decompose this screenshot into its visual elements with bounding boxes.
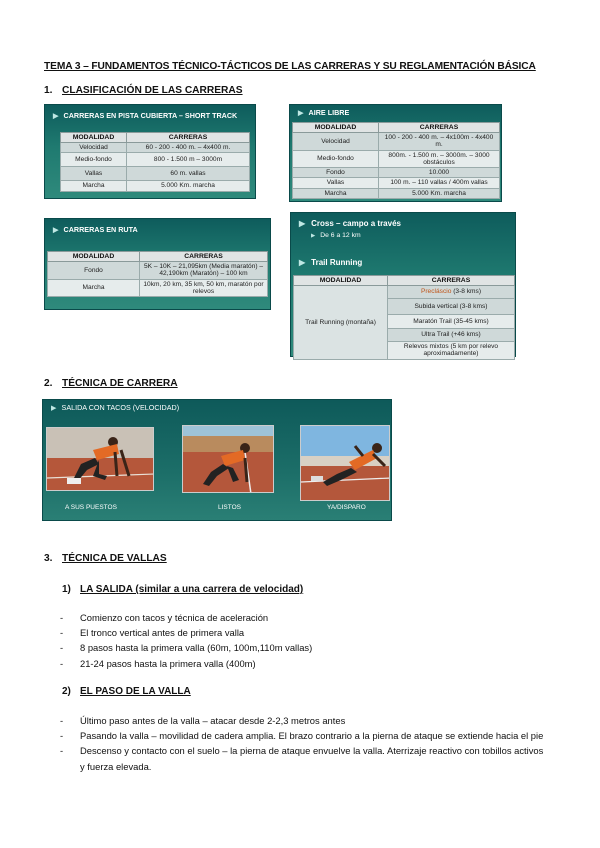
arrow-icon: ▶: [53, 111, 59, 120]
table-row: Fondo 10.000: [293, 168, 500, 178]
photo-ya-disparo: [300, 425, 390, 501]
subheading-la-salida: [62, 584, 303, 595]
table-row: Vallas 60 m. vallas: [61, 167, 250, 181]
list-paso-valla: [60, 713, 550, 774]
subheading-paso-valla: [62, 686, 191, 697]
subheading-number: 1): [62, 584, 71, 595]
table-row: Marcha 5.000 Km. marcha: [61, 181, 250, 191]
list-item: - El tronco vertical antes de primera valla: [60, 627, 245, 639]
caption-ya-disparo: YA/DISPARO: [327, 504, 366, 511]
subheading-title: EL PASO DE LA VALLA: [80, 686, 191, 697]
table-row: Relevos mixtos (5 km por relevo aproximadamente): [294, 342, 515, 360]
panel-heading: ▶ CARRERAS EN RUTA: [53, 225, 138, 234]
panel-cross-trail: [290, 212, 516, 357]
caption-listos: LISTOS: [218, 504, 242, 511]
list-item: - Pasando la valla – movilidad de cadera amplia. El brazo contrario a la pierna de ataque se extiende hacia el pie: [60, 730, 544, 742]
section-heading-3: [44, 553, 167, 564]
highlight-text: Precláscio: [420, 288, 452, 296]
table-row: Velocidad 60 - 200 - 400 m. – 4x400 m.: [61, 143, 250, 153]
table-row: Subida vertical (3-8 kms): [294, 299, 515, 315]
table-row: Medio-fondo 800m. - 1.500 m. – 3000m. – 3000 obstáculos: [293, 150, 500, 168]
table-ruta: MODALIDAD CARRERAS Fondo 5K – 10K – 21,095km (Media maratón) – 42,190km (Maratón) – 100 km Marcha 10km, 20 km, 35 km, 50 km, maratón por relevos: [47, 251, 268, 297]
section-heading-2: [44, 378, 178, 389]
list-item: - 8 pasos hasta la primera valla (60m, 100m,110m vallas): [60, 642, 313, 654]
list-item: - 21-24 pasos hasta la primera valla (400m): [60, 657, 256, 669]
section-title: TÉCNICA DE CARRERA: [62, 378, 178, 389]
document-title: TEMA 3 – FUNDAMENTOS TÉCNICO-TÁCTICOS DE LAS CARRERAS Y SU REGLAMENTACIÓN BÁSICA: [44, 61, 536, 72]
section-number: 3.: [44, 553, 53, 564]
table-trail: MODALIDAD CARRERAS Trail Running (montaña) Precláscio (3-8 kms) Subida vertical (3-8 kms) Maratón Trail (35-45 kms) Ultra Trail (+46 kms) Relevos mixtos (5 km por relevo aproximadamente): [293, 275, 515, 360]
section-heading-1: [44, 85, 243, 96]
list-item: - Descenso y contacto con el suelo – la pierna de ataque envuelve la valla. Aterrizaje reactivo con tobillos activos y fuerza elevada.: [60, 745, 544, 772]
table-row: Trail Running (montaña) Precláscio (3-8 kms): [294, 286, 515, 299]
list-item: - Comienzo con tacos y técnica de aceleración: [60, 612, 269, 623]
arrow-icon: ▶: [53, 225, 59, 234]
table-row: Marcha 10km, 20 km, 35 km, 50 km, maratón por relevos: [48, 279, 268, 297]
table-pista-cubierta: MODALIDAD CARRERAS Velocidad 60 - 200 - 400 m. – 4x400 m. Medio-fondo 800 - 1.500 m – 3000m Vallas 60 m. vallas Marcha 5.000 Km. marcha: [60, 132, 250, 192]
photo-a-sus-puestos: [46, 427, 154, 491]
table-row: Fondo 5K – 10K – 21,095km (Media maratón) – 42,190km (Maratón) – 100 km: [48, 262, 268, 280]
table-row: Marcha 5.000 Km. marcha: [293, 188, 500, 198]
section-number: 1.: [44, 85, 53, 96]
arrow-icon: ▶: [51, 403, 57, 412]
cross-distance: ▶ De 6 a 12 km: [311, 232, 361, 239]
section-title: CLASIFICACIÓN DE LAS CARRERAS: [62, 85, 243, 96]
caption-a-sus-puestos: A SUS PUESTOS: [65, 504, 117, 511]
panel-heading: ▶ AIRE LIBRE: [298, 108, 350, 117]
panel-ruta: [44, 218, 271, 310]
arrow-icon: ▶: [298, 108, 304, 117]
table-row: Maratón Trail (35-45 kms): [294, 315, 515, 329]
table-row: Ultra Trail (+46 kms): [294, 329, 515, 342]
panel-heading: ▶ SALIDA CON TACOS (VELOCIDAD): [51, 403, 180, 412]
trail-heading: ▶ Trail Running: [299, 258, 363, 267]
cross-heading: ▶ Cross – campo a través: [299, 219, 401, 228]
table-row: Medio-fondo 800 - 1.500 m – 3000m: [61, 153, 250, 167]
section-number: 2.: [44, 378, 53, 389]
panel-salida-tacos: [42, 399, 392, 521]
panel-pista-cubierta: [44, 104, 256, 199]
list-item: - Último paso antes de la valla – atacar desde 2-2,3 metros antes: [60, 715, 346, 726]
arrow-icon: ▶: [299, 258, 306, 267]
panel-heading: ▶ CARRERAS EN PISTA CUBIERTA – SHORT TRACK: [53, 111, 238, 120]
list-la-salida: [60, 610, 560, 671]
subheading-number: 2): [62, 686, 71, 697]
arrow-icon: ▶: [311, 233, 316, 239]
table-row: Velocidad 100 - 200 - 400 m. – 4x100m - 4x400 m.: [293, 133, 500, 151]
section-title: TÉCNICA DE VALLAS: [62, 553, 167, 564]
panel-aire-libre: [289, 104, 502, 202]
table-row: Vallas 100 m. – 110 vallas / 400m vallas: [293, 178, 500, 188]
photo-listos: [182, 425, 274, 493]
table-aire-libre: MODALIDAD CARRERAS Velocidad 100 - 200 - 400 m. – 4x100m - 4x400 m. Medio-fondo 800m. - 1.500 m. – 3000m. – 3000 obstáculos Fondo 10.000 Vallas 100 m. – 110 vallas / 400m vallas Marcha 5.000 Km. marcha: [292, 122, 500, 199]
arrow-icon: ▶: [299, 219, 306, 228]
subheading-title: LA SALIDA (similar a una carrera de velocidad): [80, 584, 304, 595]
